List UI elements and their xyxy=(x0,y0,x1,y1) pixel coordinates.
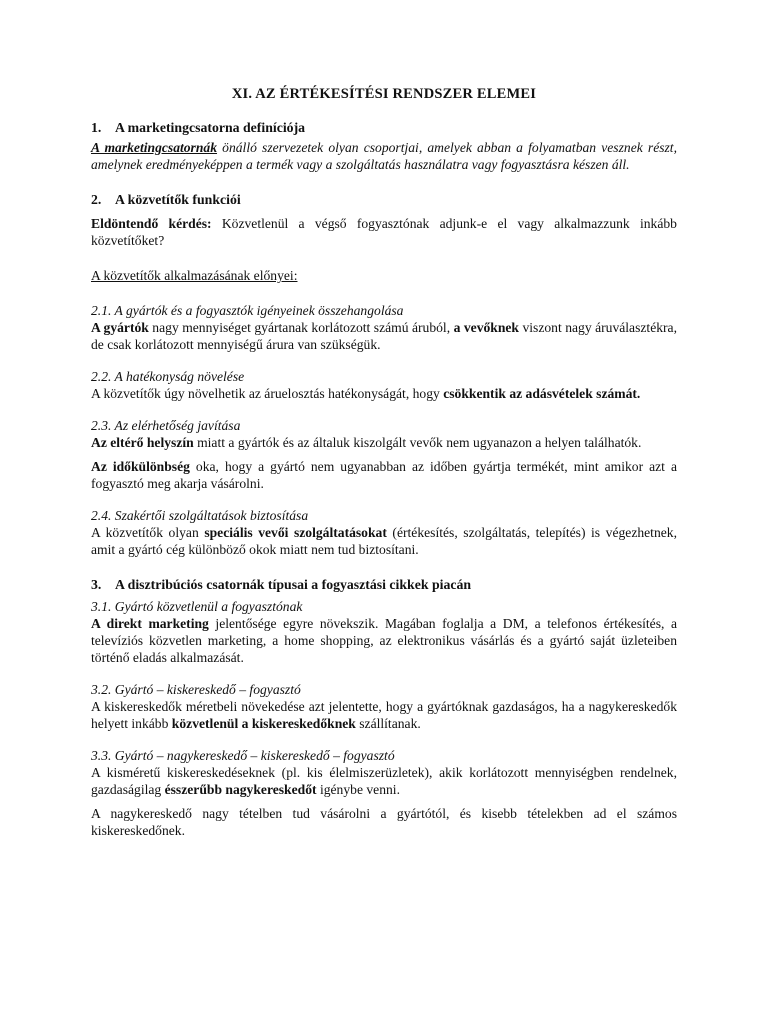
subsection-2-3-title: 2.3. Az elérhetőség javítása xyxy=(91,418,241,433)
subsection-3-3-title: 3.3. Gyártó – nagykereskedő – kiskereskedő – fogyasztó xyxy=(91,748,395,763)
text-run: szállítanak. xyxy=(355,716,421,731)
question-text: Közvetlenül a végső fogyasztónak adjunk-e el vagy alkalmazzunk inkább közvetítőket? xyxy=(91,216,677,248)
question-label: Eldöntendő kérdés: xyxy=(91,216,212,231)
subsection-2-2-text xyxy=(91,385,677,402)
subsection-2-2-title: 2.2. A hatékonyság növelése xyxy=(91,369,245,384)
definition-term: A marketingcsatornák xyxy=(91,140,218,155)
section-3-number: 3. xyxy=(91,577,102,592)
text-run: A kisméretű kiskereskedéseknek (pl. kis élelmiszerüzletek), akik korlátozott mennyiségben rendelnek, gazdaságilag xyxy=(91,765,677,797)
bold-phrase: ésszerűbb nagykereskedőt xyxy=(164,782,317,797)
bold-phrase: A gyártók xyxy=(91,320,149,335)
section-3-heading-text: A disztribúciós csatornák típusai a fogyasztási cikkek piacán xyxy=(115,577,472,592)
text-run: miatt a gyártók és az általuk kiszolgált vevők nem ugyanazon a helyen találhatók. xyxy=(193,435,642,450)
text-run: igénybe venni. xyxy=(316,782,400,797)
text-run: viszont nagy áruválasztékra, de csak korlátozott mennyiségű árura van szükségük. xyxy=(91,320,677,352)
document-body xyxy=(91,86,677,839)
subsection-2-3-paragraph-2 xyxy=(91,458,677,492)
subsection-3-3-paragraph-2: A nagykereskedő nagy tételben tud vásárolni a gyártótól, és kisebb tételekben ad el számos kiskereskedőnek. xyxy=(91,806,677,838)
text-run: oka, hogy a gyártó nem ugyanabban az időben gyártja termékét, mint amikor azt a fogyasztó meg akarja vásárolni. xyxy=(91,459,677,491)
text-run: (értékesítés, szolgáltatás, telepítés) is végezhetnek, amit a gyártó cég különböző okok miatt nem tud biztosítani. xyxy=(91,525,677,557)
section-1-heading-text: A marketingcsatorna definíciója xyxy=(115,120,306,135)
bold-phrase: közvetlenül a kiskereskedőknek xyxy=(171,716,356,731)
subsection-3-2-title: 3.2. Gyártó – kiskereskedő – fogyasztó xyxy=(91,682,301,697)
subsection-2-1-text xyxy=(91,319,677,353)
subsection-3-1-text xyxy=(91,615,677,666)
subsection-2-4-text xyxy=(91,524,677,558)
text-run: jelentősége egyre növekszik. Magában foglalja a DM, a telefonos értékesítés, a televíziós közvetlen marketing, a home shopping, az elektronikus vásárlás és a gyártó saját üzleteiben történő eladás alkalmazását. xyxy=(91,616,677,665)
subsection-2-1-title: 2.1. A gyártók és a fogyasztók igényeinek összehangolása xyxy=(91,303,404,318)
text-run: A közvetítők úgy növelhetik az áruelosztás hatékonyságát, hogy xyxy=(91,386,444,401)
bold-phrase: a vevőknek xyxy=(453,320,519,335)
text-run: A kiskereskedők méretbeli növekedése azt jelentette, hogy a gyártóknak gazdaságos, ha a nagykereskedők helyett inkább xyxy=(91,699,677,731)
section-1-number: 1. xyxy=(91,120,102,135)
section-2-number: 2. xyxy=(91,192,102,207)
text-run: A közvetítők olyan xyxy=(91,525,205,540)
section-3-heading xyxy=(91,576,677,593)
question-paragraph xyxy=(91,215,677,249)
section-1-heading xyxy=(91,119,677,136)
bold-phrase: A direkt marketing xyxy=(91,616,209,631)
subsection-3-1-title: 3.1. Gyártó közvetlenül a fogyasztónak xyxy=(91,599,303,614)
bold-phrase: Az időkülönbség xyxy=(91,459,190,474)
page-title: XI. AZ ÉRTÉKESÍTÉSI RENDSZER ELEMEI xyxy=(231,86,537,102)
section-2-heading-text: A közvetítők funkciói xyxy=(115,192,241,207)
section-2-heading xyxy=(91,191,677,208)
subsection-2-4-title: 2.4. Szakértői szolgáltatások biztosítása xyxy=(91,508,309,523)
subsection-2-3-paragraph-1 xyxy=(91,434,677,451)
bold-phrase: Az eltérő helyszín xyxy=(91,435,194,450)
bold-phrase: speciális vevői szolgáltatásokat xyxy=(204,525,387,540)
text-run: nagy mennyiséget gyártanak korlátozott számú áruból, xyxy=(148,320,454,335)
bold-phrase: csökkentik az adásvételek számát. xyxy=(443,386,641,401)
subsection-3-2-text xyxy=(91,698,677,732)
definition-paragraph xyxy=(91,139,677,173)
subsection-3-3-paragraph-1 xyxy=(91,764,677,798)
definition-text: önálló szervezetek olyan csoportjai, amelyek abban a folyamatban vesznek részt, amelynek eredményeképpen a termék vagy a szolgáltatás használatra vagy fogyasztásra készen áll. xyxy=(91,140,677,172)
advantages-heading: A közvetítők alkalmazásának előnyei: xyxy=(91,268,298,283)
